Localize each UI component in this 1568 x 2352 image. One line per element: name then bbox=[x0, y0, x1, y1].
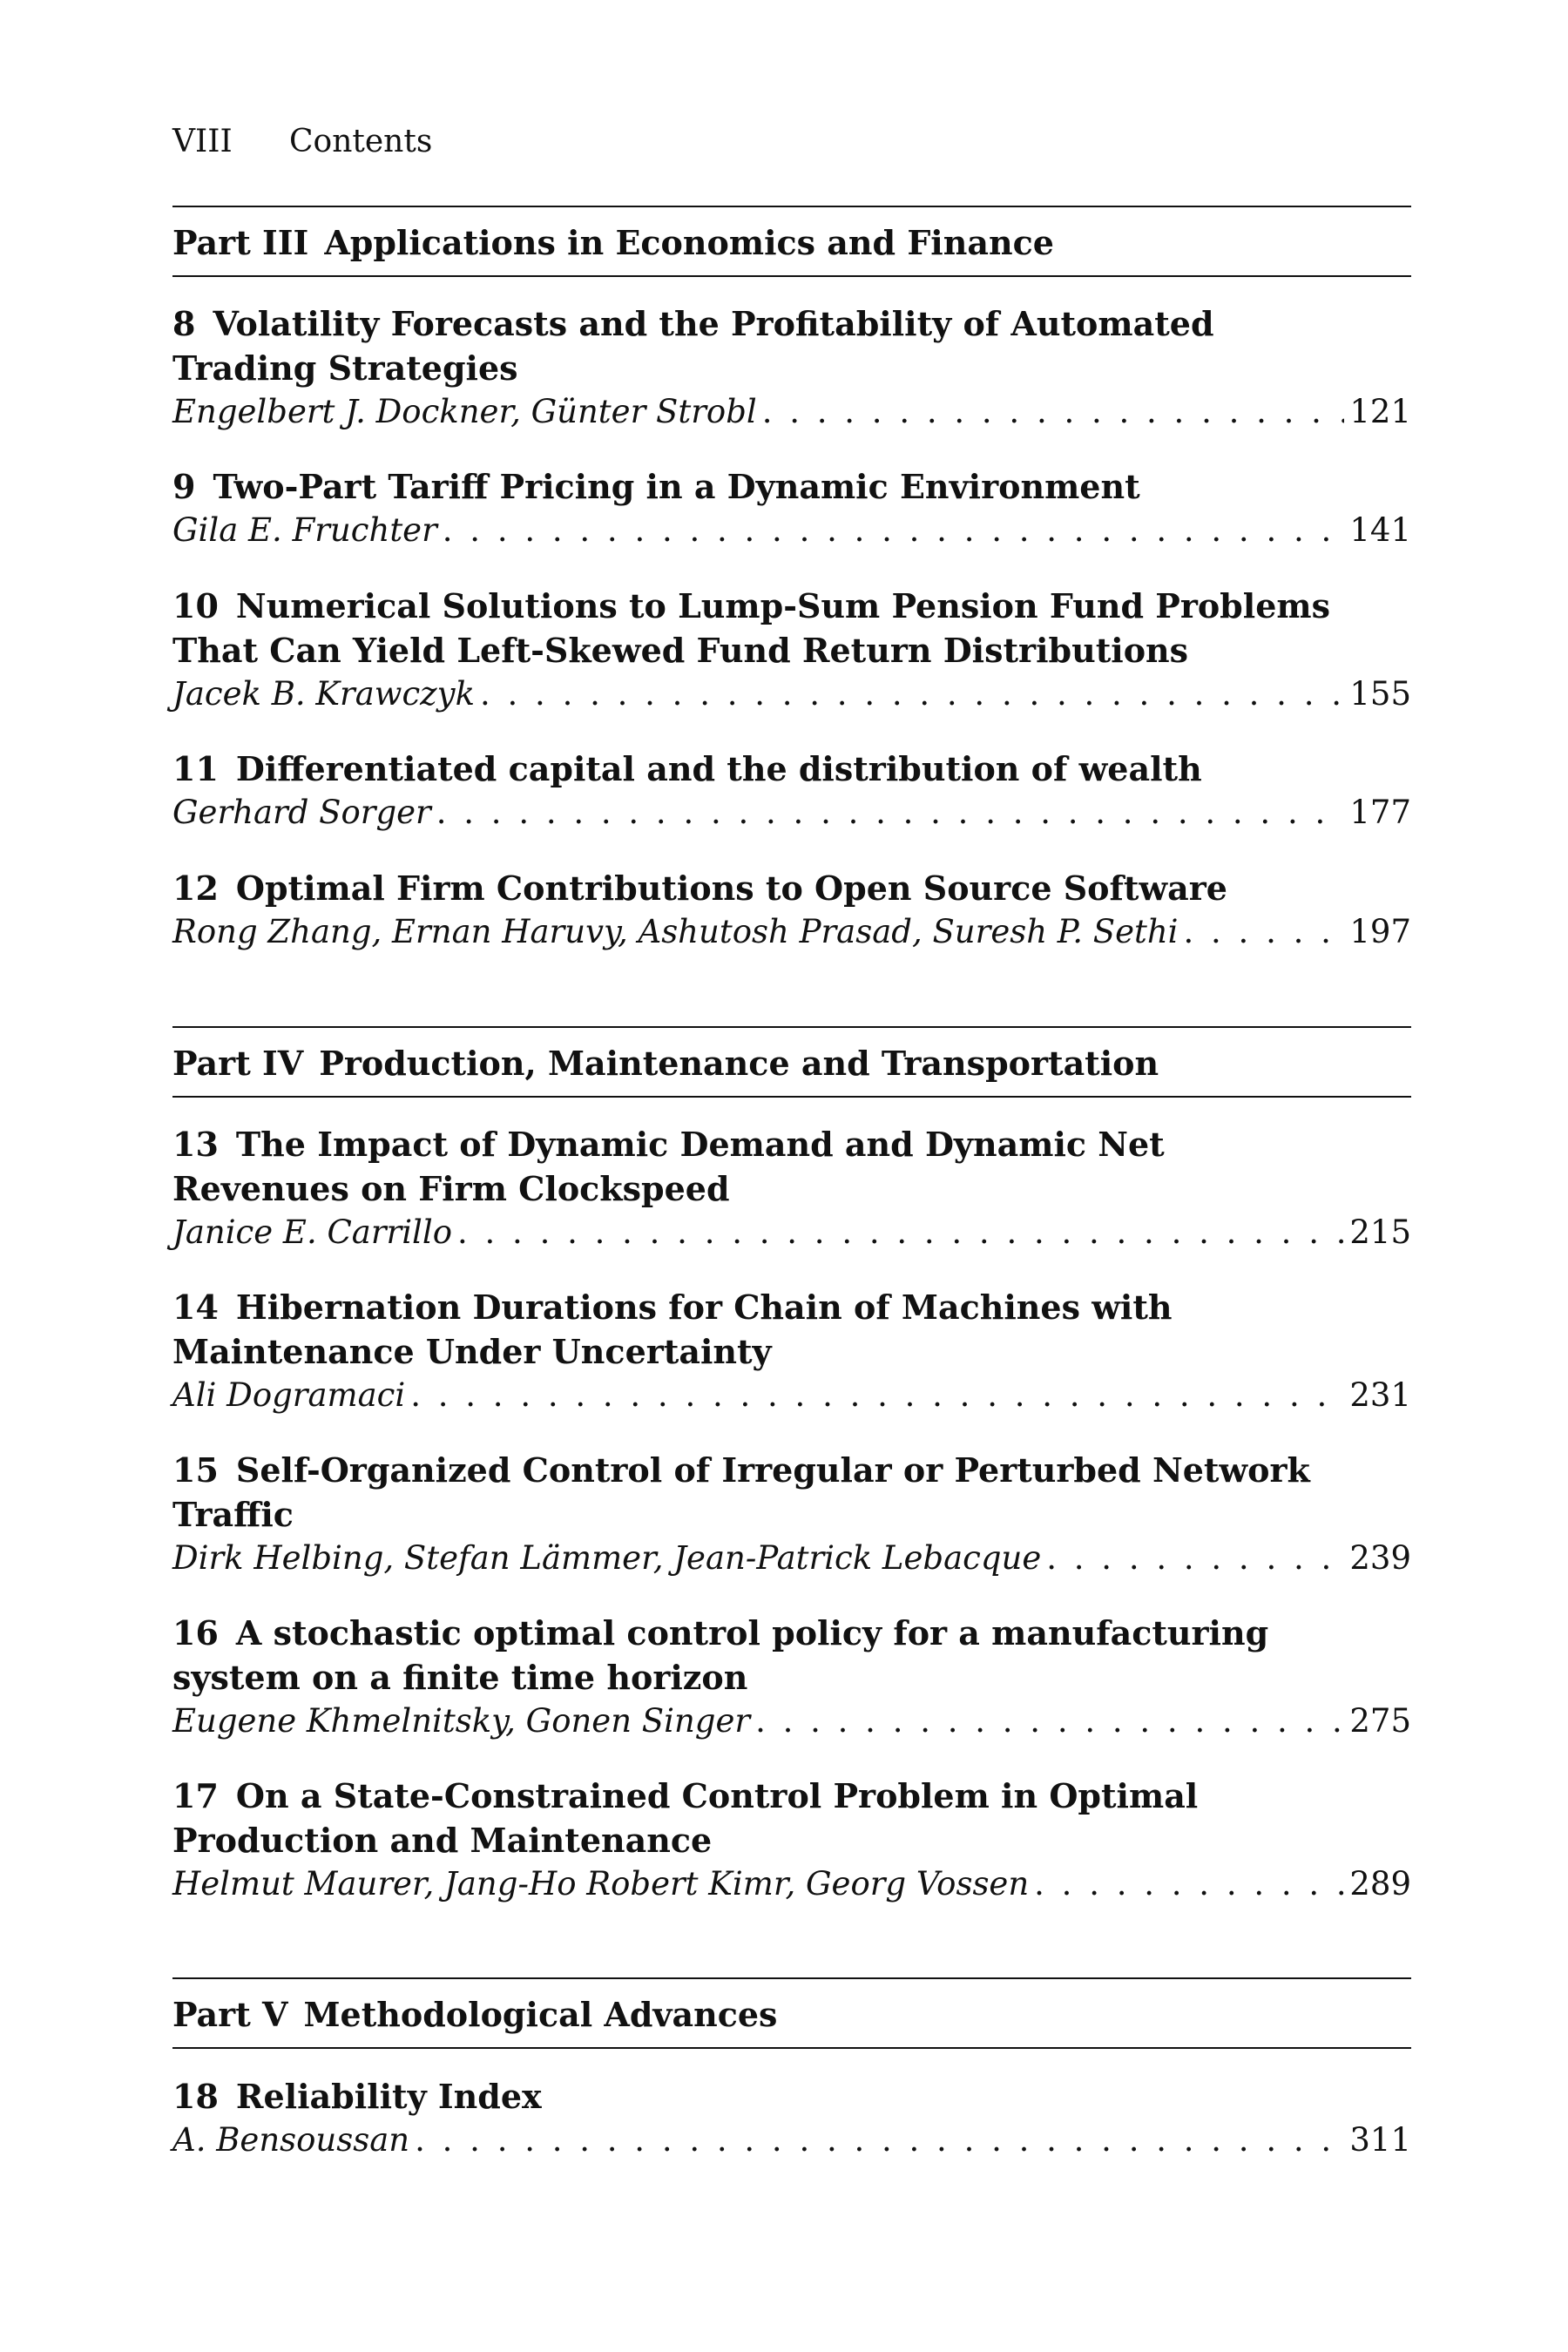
toc-entry[interactable] bbox=[172, 2074, 1411, 2162]
toc-entry[interactable] bbox=[172, 747, 1411, 835]
chapter-number: 8 bbox=[172, 304, 196, 343]
chapter-title: 13 The Impact of Dynamic Demand and Dynamic Net bbox=[172, 1125, 1165, 1164]
running-head bbox=[172, 124, 432, 159]
toc-entry[interactable] bbox=[172, 301, 1411, 434]
dot-leader bbox=[415, 2119, 1344, 2162]
chapter-title: 11 Differentiated capital and the distribution of wealth bbox=[172, 749, 1202, 788]
page-number: 121 bbox=[1349, 393, 1411, 430]
toc-entry[interactable] bbox=[172, 1611, 1411, 1743]
chapter-authors: Rong Zhang, Ernan Haruvy, Ashutosh Prasad, Suresh P. Sethi bbox=[172, 913, 1179, 950]
chapter-title-continued: system on a finite time horizon bbox=[172, 1658, 748, 1697]
page-number: 215 bbox=[1349, 1213, 1411, 1251]
dot-leader bbox=[457, 1211, 1344, 1254]
chapter-title: 18 Reliability Index bbox=[172, 2077, 542, 2116]
chapter-authors: Engelbert J. Dockner, Günter Strobl bbox=[172, 393, 757, 430]
toc-entry[interactable] bbox=[172, 1122, 1411, 1254]
chapter-number: 15 bbox=[172, 1450, 219, 1490]
page-number: 155 bbox=[1349, 675, 1411, 713]
chapter-authors: Ali Dogramaci bbox=[172, 1376, 406, 1414]
chapter-title-continued: Traffic bbox=[172, 1495, 294, 1534]
chapter-title: 9 Two-Part Tariff Pricing in a Dynamic Environment bbox=[172, 467, 1140, 506]
chapter-title: 10 Numerical Solutions to Lump-Sum Pension Fund Problems bbox=[172, 586, 1330, 625]
chapter-title-continued: That Can Yield Left-Skewed Fund Return Distributions bbox=[172, 631, 1189, 670]
chapter-title: 8 Volatility Forecasts and the Profitability of Automated bbox=[172, 304, 1214, 343]
dot-leader bbox=[762, 390, 1345, 434]
part-heading bbox=[172, 206, 1411, 277]
chapter-title: 17 On a State-Constrained Control Problem in Optimal bbox=[172, 1776, 1199, 1815]
part-number: Part IV bbox=[172, 1044, 304, 1083]
part-heading bbox=[172, 1977, 1411, 2049]
chapter-title-continued: Maintenance Under Uncertainty bbox=[172, 1332, 772, 1371]
chapter-number: 17 bbox=[172, 1776, 219, 1815]
part-number: Part III bbox=[172, 223, 309, 262]
chapter-title: 16 A stochastic optimal control policy for a manufacturing bbox=[172, 1613, 1269, 1652]
chapter-title-continued: Trading Strategies bbox=[172, 348, 518, 388]
chapter-authors: A. Bensoussan bbox=[172, 2121, 410, 2159]
toc-entry[interactable] bbox=[172, 1285, 1411, 1417]
page-number: 141 bbox=[1349, 511, 1411, 549]
dot-leader bbox=[1184, 910, 1345, 954]
dot-leader bbox=[443, 509, 1345, 552]
chapter-authors: Jacek B. Krawczyk bbox=[172, 675, 476, 713]
page-folio: VIII bbox=[172, 124, 233, 159]
chapter-authors: Eugene Khmelnitsky, Gonen Singer bbox=[172, 1702, 751, 1740]
chapter-authors: Helmut Maurer, Jang-Ho Robert Kimr, Georg Vossen bbox=[172, 1865, 1030, 1903]
dot-leader bbox=[436, 791, 1345, 835]
chapter-authors: Gila E. Fruchter bbox=[172, 511, 437, 549]
page-number: 177 bbox=[1349, 794, 1411, 831]
chapter-title: 15 Self-Organized Control of Irregular or Perturbed Network bbox=[172, 1450, 1310, 1490]
toc-entry[interactable] bbox=[172, 464, 1411, 552]
page-number: 289 bbox=[1349, 1865, 1411, 1903]
dot-leader bbox=[1034, 1862, 1344, 1906]
part-number: Part V bbox=[172, 1995, 288, 2034]
part-title: Production, Maintenance and Transportation bbox=[319, 1044, 1159, 1083]
page-number: 231 bbox=[1349, 1376, 1411, 1414]
chapter-authors: Gerhard Sorger bbox=[172, 794, 431, 831]
chapter-number: 14 bbox=[172, 1288, 219, 1327]
chapter-number: 12 bbox=[172, 868, 219, 908]
dot-leader bbox=[410, 1374, 1344, 1417]
page-number: 197 bbox=[1349, 913, 1411, 950]
chapter-authors: Dirk Helbing, Stefan Lämmer, Jean-Patrick Lebacque bbox=[172, 1539, 1042, 1577]
toc-entry[interactable] bbox=[172, 584, 1411, 716]
chapter-authors: Janice E. Carrillo bbox=[172, 1213, 452, 1251]
chapter-number: 13 bbox=[172, 1125, 219, 1164]
chapter-title: 12 Optimal Firm Contributions to Open Source Software bbox=[172, 868, 1227, 908]
chapter-title-continued: Production and Maintenance bbox=[172, 1821, 713, 1860]
running-title: Contents bbox=[289, 124, 433, 159]
chapter-title-continued: Revenues on Firm Clockspeed bbox=[172, 1169, 730, 1208]
dot-leader bbox=[1046, 1537, 1344, 1580]
toc-entry[interactable] bbox=[172, 1774, 1411, 1906]
chapter-number: 16 bbox=[172, 1613, 219, 1652]
dot-leader bbox=[480, 672, 1344, 716]
chapter-title: 14 Hibernation Durations for Chain of Machines with bbox=[172, 1288, 1173, 1327]
page-number: 275 bbox=[1349, 1702, 1411, 1740]
part-heading bbox=[172, 1026, 1411, 1098]
toc-entry[interactable] bbox=[172, 1448, 1411, 1580]
part-title: Methodological Advances bbox=[303, 1995, 778, 2034]
page-number: 311 bbox=[1349, 2121, 1411, 2159]
chapter-number: 11 bbox=[172, 749, 219, 788]
dot-leader bbox=[755, 1700, 1344, 1743]
chapter-number: 9 bbox=[172, 467, 196, 506]
chapter-number: 10 bbox=[172, 586, 219, 625]
chapter-number: 18 bbox=[172, 2077, 219, 2116]
toc-entry[interactable] bbox=[172, 866, 1411, 954]
page-number: 239 bbox=[1349, 1539, 1411, 1577]
part-title: Applications in Economics and Finance bbox=[324, 223, 1054, 262]
